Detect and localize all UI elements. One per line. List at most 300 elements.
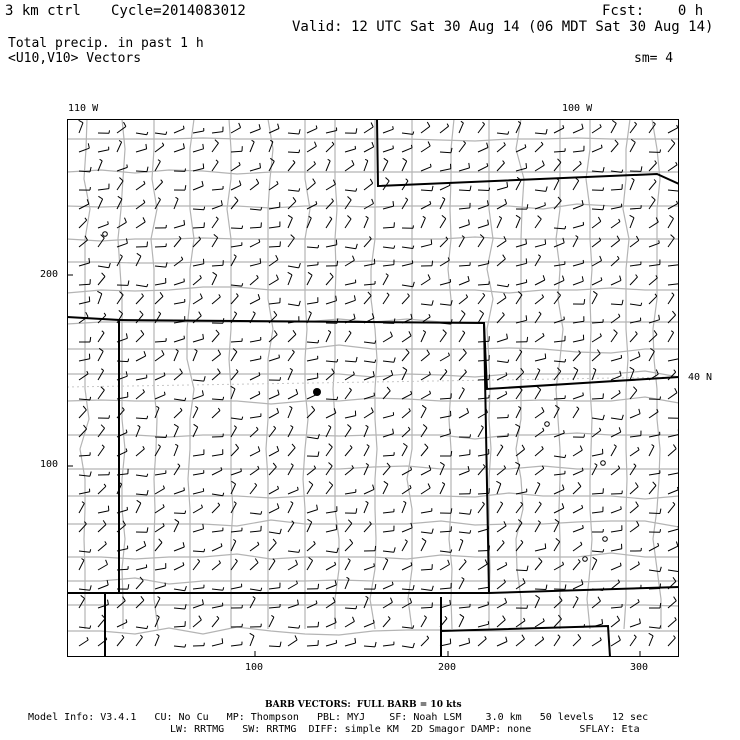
wind-barb xyxy=(174,126,184,133)
barb-shaft xyxy=(459,643,470,646)
barb-shaft xyxy=(497,447,503,456)
barb-feather xyxy=(119,140,122,142)
barb-feather xyxy=(259,372,260,375)
barb-shaft xyxy=(459,297,468,304)
barb-feather xyxy=(184,488,185,491)
wind-barb xyxy=(459,638,470,646)
barb-feather xyxy=(214,234,218,237)
barb-shaft xyxy=(383,512,394,513)
barb-feather xyxy=(218,369,221,373)
barb-shaft xyxy=(326,485,333,494)
barb-shaft xyxy=(79,284,90,285)
barb-feather xyxy=(593,557,597,560)
wind-barb xyxy=(250,511,262,514)
barb-shaft xyxy=(478,295,485,304)
barb-shaft xyxy=(98,266,109,268)
barb-shaft xyxy=(459,389,464,399)
barb-shaft xyxy=(611,566,621,570)
barb-shaft xyxy=(383,149,393,153)
barb-feather xyxy=(451,451,452,456)
wind-barb xyxy=(193,599,203,608)
barb-shaft xyxy=(307,247,318,248)
barb-shaft xyxy=(402,353,409,361)
barb-shaft xyxy=(79,551,90,552)
barb-shaft xyxy=(592,280,602,285)
barb-feather xyxy=(506,637,507,642)
barb-feather xyxy=(542,637,544,640)
wind-barb-map xyxy=(67,119,679,657)
barb-shaft xyxy=(98,486,106,494)
wind-barb xyxy=(668,188,679,191)
barb-feather xyxy=(223,587,224,590)
barb-shaft xyxy=(459,532,470,533)
barb-feather xyxy=(126,619,127,622)
wind-barb xyxy=(592,291,597,304)
barb-feather xyxy=(583,393,584,396)
barb-shaft xyxy=(250,545,259,551)
wind-barb xyxy=(459,163,470,171)
barb-shaft xyxy=(79,589,90,590)
barb-feather xyxy=(166,435,167,438)
barb-feather xyxy=(258,466,259,469)
wind-barb xyxy=(98,348,103,361)
barb-feather xyxy=(660,509,661,514)
wind-barb xyxy=(630,502,638,513)
barb-feather xyxy=(101,425,105,429)
barb-feather xyxy=(674,636,676,638)
wind-barb xyxy=(117,218,126,228)
wind-barb xyxy=(402,643,414,648)
barb-feather xyxy=(411,145,412,148)
wind-barb xyxy=(98,560,108,570)
barb-feather xyxy=(299,301,300,306)
wind-barb xyxy=(668,470,679,475)
barb-shaft xyxy=(288,275,292,285)
wind-barb xyxy=(459,466,469,475)
wind-barb xyxy=(440,393,451,399)
axis-ticks xyxy=(67,275,640,657)
barb-shaft xyxy=(668,393,677,399)
wind-barb xyxy=(307,126,317,134)
wind-barb xyxy=(592,256,602,266)
barb-feather xyxy=(432,261,433,266)
wind-barb xyxy=(231,559,237,570)
barb-shaft xyxy=(326,565,336,570)
wind-barb xyxy=(174,408,182,418)
wind-barb xyxy=(212,543,222,551)
barb-shaft xyxy=(345,247,356,249)
barb-feather xyxy=(506,562,507,565)
wind-barb xyxy=(193,643,204,646)
barb-shaft xyxy=(592,148,602,152)
wind-barb xyxy=(535,239,546,247)
wind-barb xyxy=(288,581,298,589)
barb-feather xyxy=(582,505,583,508)
barb-feather xyxy=(242,226,243,229)
barb-shaft xyxy=(421,167,431,171)
barb-feather xyxy=(352,160,354,165)
barb-shaft xyxy=(307,359,318,361)
barb-feather xyxy=(222,638,223,643)
barb-shaft xyxy=(402,148,412,152)
barb-shaft xyxy=(535,504,541,513)
barb-shaft xyxy=(630,436,641,437)
barb-shaft xyxy=(269,303,280,304)
barb-feather xyxy=(413,643,415,648)
barb-shaft xyxy=(516,449,525,456)
wind-barb xyxy=(326,330,331,342)
barb-feather xyxy=(83,406,86,410)
wind-barb xyxy=(307,356,318,361)
county-line xyxy=(67,345,679,353)
barb-feather xyxy=(277,503,279,508)
barb-shaft xyxy=(193,454,204,456)
barb-shaft xyxy=(231,418,242,420)
barb-shaft xyxy=(307,510,318,513)
wind-barb xyxy=(421,350,430,361)
wind-barb xyxy=(535,637,544,646)
barb-feather xyxy=(542,446,544,449)
wind-barb xyxy=(79,120,83,133)
barb-feather xyxy=(393,429,394,434)
barb-feather xyxy=(217,616,219,618)
barb-feather xyxy=(539,558,542,562)
barb-shaft xyxy=(269,246,280,247)
wind-barb xyxy=(307,601,317,609)
barb-shaft xyxy=(345,416,356,418)
barb-shaft xyxy=(516,180,521,190)
wind-barb xyxy=(459,509,471,514)
barb-feather xyxy=(463,331,465,333)
wind-barb xyxy=(497,415,508,419)
barb-feather xyxy=(576,236,578,238)
barb-feather xyxy=(318,622,319,627)
barb-shaft xyxy=(155,161,160,171)
wind-barb xyxy=(668,617,676,627)
wind-barb xyxy=(174,185,186,190)
barb-feather xyxy=(337,261,338,266)
state-boundary xyxy=(377,119,679,186)
barb-feather xyxy=(253,312,255,314)
wind-barb xyxy=(383,452,394,456)
barb-feather xyxy=(259,239,260,242)
barb-feather xyxy=(203,164,204,169)
wind-barb xyxy=(288,215,292,228)
barb-feather xyxy=(614,330,618,333)
lon-label-100w: 100 W xyxy=(562,103,593,114)
barb-note: BARB VECTORS: FULL BARB = 10 kts xyxy=(265,700,462,710)
barb-feather xyxy=(430,391,431,394)
wind-barb xyxy=(478,636,486,646)
wind-barb xyxy=(611,616,620,627)
barb-feather xyxy=(82,559,85,561)
wind-barb xyxy=(383,274,388,285)
barb-shaft xyxy=(383,227,394,228)
barb-feather xyxy=(81,595,85,598)
barb-feather xyxy=(503,255,506,259)
wind-barb xyxy=(630,599,639,608)
run-title: 3 km ctrl xyxy=(5,3,81,19)
barb-shaft xyxy=(307,265,318,266)
wind-barb xyxy=(478,143,488,152)
wind-barb xyxy=(231,584,242,589)
barb-feather xyxy=(603,549,604,552)
barb-feather xyxy=(470,509,471,514)
barb-shaft xyxy=(212,334,219,342)
barb-shaft xyxy=(345,190,356,191)
wind-barb xyxy=(440,124,449,133)
barb-feather xyxy=(387,387,390,391)
barb-shaft xyxy=(554,361,565,362)
barb-shaft xyxy=(440,588,451,589)
barb-shaft xyxy=(79,220,87,228)
barb-shaft xyxy=(611,333,617,342)
barb-feather xyxy=(482,502,484,504)
wind-barb xyxy=(250,483,257,494)
wind-barb xyxy=(288,263,300,268)
barb-feather xyxy=(221,543,222,546)
barb-feather xyxy=(355,638,356,643)
barb-feather xyxy=(406,179,408,181)
wind-barb xyxy=(174,236,181,247)
wind-barb xyxy=(497,445,503,456)
barb-feather xyxy=(600,256,602,261)
barb-shaft xyxy=(345,200,351,209)
barb-shaft xyxy=(155,133,166,135)
wind-barb xyxy=(478,220,489,228)
wind-barb xyxy=(231,146,242,152)
wind-barb xyxy=(421,142,430,153)
barb-shaft xyxy=(516,542,523,551)
barb-shaft xyxy=(611,304,622,305)
barb-shaft xyxy=(345,149,356,152)
barb-shaft xyxy=(79,599,85,609)
barb-shaft xyxy=(193,298,202,304)
wind-barb xyxy=(402,467,412,475)
wind-barb xyxy=(136,181,145,190)
wind-barb xyxy=(174,220,185,228)
barb-shaft xyxy=(535,336,544,342)
barb-feather xyxy=(122,635,124,637)
barb-feather xyxy=(85,218,87,220)
barb-feather xyxy=(466,295,468,298)
barb-feather xyxy=(164,392,165,395)
barb-feather xyxy=(200,275,202,278)
wind-barb xyxy=(668,311,676,323)
barb-feather xyxy=(102,273,105,277)
barb-feather xyxy=(526,163,527,168)
barb-feather xyxy=(181,257,183,260)
barb-feather xyxy=(403,443,407,446)
barb-feather xyxy=(431,239,432,244)
barb-feather xyxy=(259,391,260,394)
wind-barb xyxy=(345,146,356,152)
barb-shaft xyxy=(573,598,578,608)
barb-shaft xyxy=(459,168,470,171)
barb-shaft xyxy=(535,358,546,361)
barb-feather xyxy=(293,197,296,201)
barb-shaft xyxy=(668,128,678,133)
wind-barb xyxy=(478,293,485,304)
barb-shaft xyxy=(668,219,674,229)
barb-shaft xyxy=(497,504,503,513)
barb-shaft xyxy=(573,263,584,266)
wind-barb xyxy=(383,246,395,249)
barb-shaft xyxy=(326,585,336,589)
barb-feather xyxy=(366,463,369,465)
barb-shaft xyxy=(421,146,430,152)
wind-barb xyxy=(611,300,623,305)
barb-feather xyxy=(635,483,638,487)
wind-barb xyxy=(630,139,635,152)
barb-shaft xyxy=(440,465,444,475)
wind-barb xyxy=(345,508,357,513)
barb-shaft xyxy=(345,560,350,570)
barb-shaft xyxy=(231,341,242,342)
barb-feather xyxy=(462,578,465,580)
x-tick-300: 300 xyxy=(630,662,649,673)
barb-shaft xyxy=(193,551,204,552)
barb-shaft xyxy=(155,341,166,342)
barb-feather xyxy=(413,132,414,135)
barb-feather xyxy=(101,369,103,371)
barb-shaft xyxy=(440,169,451,171)
barb-shaft xyxy=(478,360,489,361)
wind-barb xyxy=(174,299,185,304)
barb-shaft xyxy=(307,275,312,285)
barb-shaft xyxy=(345,492,356,494)
barb-shaft xyxy=(136,356,146,361)
barb-shaft xyxy=(288,503,293,513)
wind-barb xyxy=(383,222,394,228)
wind-barb xyxy=(136,217,145,228)
barb-feather xyxy=(448,560,450,565)
wind-barb xyxy=(497,199,507,209)
wind-barb xyxy=(269,583,280,589)
wind-barb xyxy=(573,276,583,285)
wind-barb xyxy=(402,145,412,152)
barb-feather xyxy=(366,425,369,427)
wind-barb xyxy=(364,642,376,647)
barb-feather xyxy=(676,162,677,165)
wind-barb xyxy=(668,487,678,494)
barb-shaft xyxy=(212,399,223,400)
wind-barb xyxy=(497,616,505,627)
wind-barb xyxy=(592,597,601,608)
barb-feather xyxy=(126,449,127,452)
barb-feather xyxy=(636,502,639,506)
barb-feather xyxy=(639,352,641,357)
barb-shaft xyxy=(326,530,337,533)
wind-barb xyxy=(174,644,186,647)
barb-shaft xyxy=(193,351,197,361)
barb-shaft xyxy=(649,446,654,456)
barb-shaft xyxy=(668,546,678,551)
barb-feather xyxy=(137,253,141,256)
barb-shaft xyxy=(383,484,388,494)
barb-shaft xyxy=(212,354,221,361)
barb-feather xyxy=(603,167,604,172)
barb-shaft xyxy=(459,143,466,152)
wind-barb xyxy=(307,505,318,513)
barb-shaft xyxy=(592,370,596,380)
wind-barb xyxy=(136,490,148,495)
wind-barb xyxy=(630,562,639,570)
wind-barb xyxy=(649,275,657,285)
barb-shaft xyxy=(535,144,543,152)
county-line xyxy=(67,627,679,635)
barb-feather xyxy=(184,220,185,225)
barb-shaft xyxy=(554,228,565,229)
barb-shaft xyxy=(79,240,88,247)
wind-barb xyxy=(668,162,677,171)
barb-feather xyxy=(278,124,279,129)
wind-barb xyxy=(269,298,280,304)
wind-barb xyxy=(307,622,319,627)
barb-shaft xyxy=(554,474,565,475)
barb-feather xyxy=(137,500,141,503)
barb-shaft xyxy=(440,219,446,228)
barb-feather xyxy=(659,240,660,243)
barb-shaft xyxy=(592,512,603,513)
wind-barb xyxy=(592,167,604,172)
barb-feather xyxy=(158,160,160,162)
barb-shaft xyxy=(250,563,258,570)
barb-feather xyxy=(504,142,506,145)
wind-barb xyxy=(440,451,452,456)
barb-feather xyxy=(239,162,240,165)
barb-feather xyxy=(372,142,374,147)
wind-barb xyxy=(668,331,674,342)
barb-feather xyxy=(234,502,236,504)
barb-feather xyxy=(90,549,91,552)
wind-barb xyxy=(136,167,148,172)
barb-shaft xyxy=(136,256,141,266)
barb-shaft xyxy=(440,551,451,552)
barb-shaft xyxy=(98,150,109,152)
barb-shaft xyxy=(497,298,506,304)
barb-feather xyxy=(508,360,509,363)
barb-feather xyxy=(565,585,566,590)
barb-shaft xyxy=(174,446,178,456)
barb-feather xyxy=(413,625,414,628)
wind-barb xyxy=(98,387,104,399)
wind-barb xyxy=(212,186,223,190)
wind-barb xyxy=(269,355,280,361)
wind-barb xyxy=(269,241,280,247)
wind-barb xyxy=(440,148,452,153)
barb-feather xyxy=(675,388,677,393)
barb-shaft xyxy=(497,394,507,399)
state-boundaries xyxy=(67,119,679,657)
barb-feather xyxy=(349,331,351,333)
barb-feather xyxy=(147,626,148,629)
wind-barb xyxy=(497,334,508,342)
barb-feather xyxy=(277,181,278,184)
barb-feather xyxy=(409,408,411,411)
barb-feather xyxy=(581,542,582,545)
wind-barb xyxy=(535,428,544,437)
barb-feather xyxy=(622,300,623,305)
barb-shaft xyxy=(79,492,90,494)
wind-barb xyxy=(136,375,147,380)
barb-feather xyxy=(422,538,426,541)
barb-shaft xyxy=(98,565,108,571)
barb-feather xyxy=(202,181,203,186)
wind-barb xyxy=(212,587,224,590)
barb-feather xyxy=(375,546,376,551)
barb-feather xyxy=(174,424,178,427)
